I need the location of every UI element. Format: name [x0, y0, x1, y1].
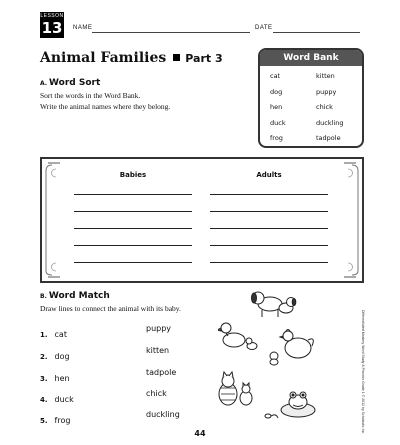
match-baby[interactable]: kitten [146, 346, 170, 355]
duck-and-duckling-icon [218, 323, 257, 350]
match-number: 2. [40, 353, 48, 361]
match-number: 4. [40, 396, 48, 404]
lesson-number: 13 [41, 19, 63, 37]
word-bank-word: hen [270, 103, 283, 111]
word-bank-heading: Word Bank [260, 50, 362, 66]
column-header-adults: Adults [256, 171, 282, 179]
match-baby[interactable]: chick [146, 389, 167, 398]
word-bank-word: frog [270, 134, 283, 142]
section-a-letter: A. [40, 80, 48, 87]
section-b-heading [40, 291, 110, 301]
match-row [40, 389, 74, 407]
match-adult[interactable]: cat [54, 330, 67, 339]
match-baby[interactable]: duckling [146, 410, 180, 419]
match-adult[interactable]: dog [54, 352, 70, 361]
word-bank-word: puppy [316, 87, 337, 96]
animal-illustrations [218, 288, 358, 428]
match-adult[interactable]: hen [54, 374, 70, 383]
match-baby[interactable]: tadpole [146, 368, 177, 377]
section-a-title: Word Sort [49, 78, 101, 88]
section-b-instruction: Draw lines to connect the animal with its baby. [40, 304, 181, 313]
dog-and-puppy-icon [252, 292, 296, 317]
babies-answer-line[interactable] [74, 211, 192, 212]
match-number: 1. [40, 331, 48, 339]
word-bank-word: dog [270, 87, 283, 96]
section-a-instruction-1: Sort the words in the Word Bank. [40, 91, 141, 100]
babies-answer-line[interactable] [74, 194, 192, 195]
match-row [40, 346, 70, 364]
word-bank-word: tadpole [316, 134, 341, 142]
section-a-heading [40, 78, 100, 88]
match-row [40, 324, 67, 342]
cat-and-kitten-icon [219, 372, 252, 405]
hen-and-chick-icon [270, 330, 313, 366]
word-bank-word: kitten [316, 72, 335, 80]
section-b-title: Word Match [48, 291, 110, 301]
babies-answer-line[interactable] [74, 262, 192, 263]
lesson-label: LESSON [40, 13, 64, 19]
match-row [40, 368, 70, 386]
adults-answer-line[interactable] [210, 211, 328, 212]
match-number: 3. [40, 375, 48, 383]
adults-answer-line[interactable] [210, 228, 328, 229]
word-bank-word: duck [270, 118, 286, 127]
page-title [40, 50, 223, 66]
name-line[interactable] [92, 32, 250, 33]
word-bank-words [260, 66, 362, 147]
date-label: DATE [255, 25, 273, 31]
word-bank-word: duckling [316, 118, 344, 127]
copyright-notice: Differentiated Mastery Word Study & Phonics Grade 1 © 2012 by Scholastic Inc. [361, 310, 365, 435]
section-a-instruction-2: Write the animal names where they belong. [40, 102, 171, 111]
date-line[interactable] [273, 32, 360, 33]
match-adult[interactable]: frog [54, 416, 71, 425]
adults-answer-line[interactable] [210, 262, 328, 263]
word-bank-word: cat [270, 72, 281, 80]
match-row [40, 410, 70, 428]
word-bank [258, 48, 364, 148]
word-sort-box [40, 157, 364, 283]
word-bank-word: chick [316, 103, 333, 111]
lesson-badge [40, 12, 64, 38]
page-number: 44 [194, 429, 206, 438]
babies-answer-line[interactable] [74, 228, 192, 229]
square-bullet-icon [173, 54, 180, 61]
adults-answer-line[interactable] [210, 245, 328, 246]
column-header-babies: Babies [119, 171, 147, 179]
match-baby[interactable]: puppy [146, 324, 172, 333]
match-adult[interactable]: duck [54, 395, 74, 404]
frog-and-tadpole-icon [265, 392, 315, 418]
adults-answer-line[interactable] [210, 194, 328, 195]
page-title-main: Animal Families [40, 50, 167, 66]
section-b-letter: B. [40, 293, 47, 300]
page-title-part: Part 3 [185, 52, 223, 65]
babies-answer-line[interactable] [74, 245, 192, 246]
name-label: NAME [73, 25, 93, 31]
match-number: 5. [40, 417, 48, 425]
